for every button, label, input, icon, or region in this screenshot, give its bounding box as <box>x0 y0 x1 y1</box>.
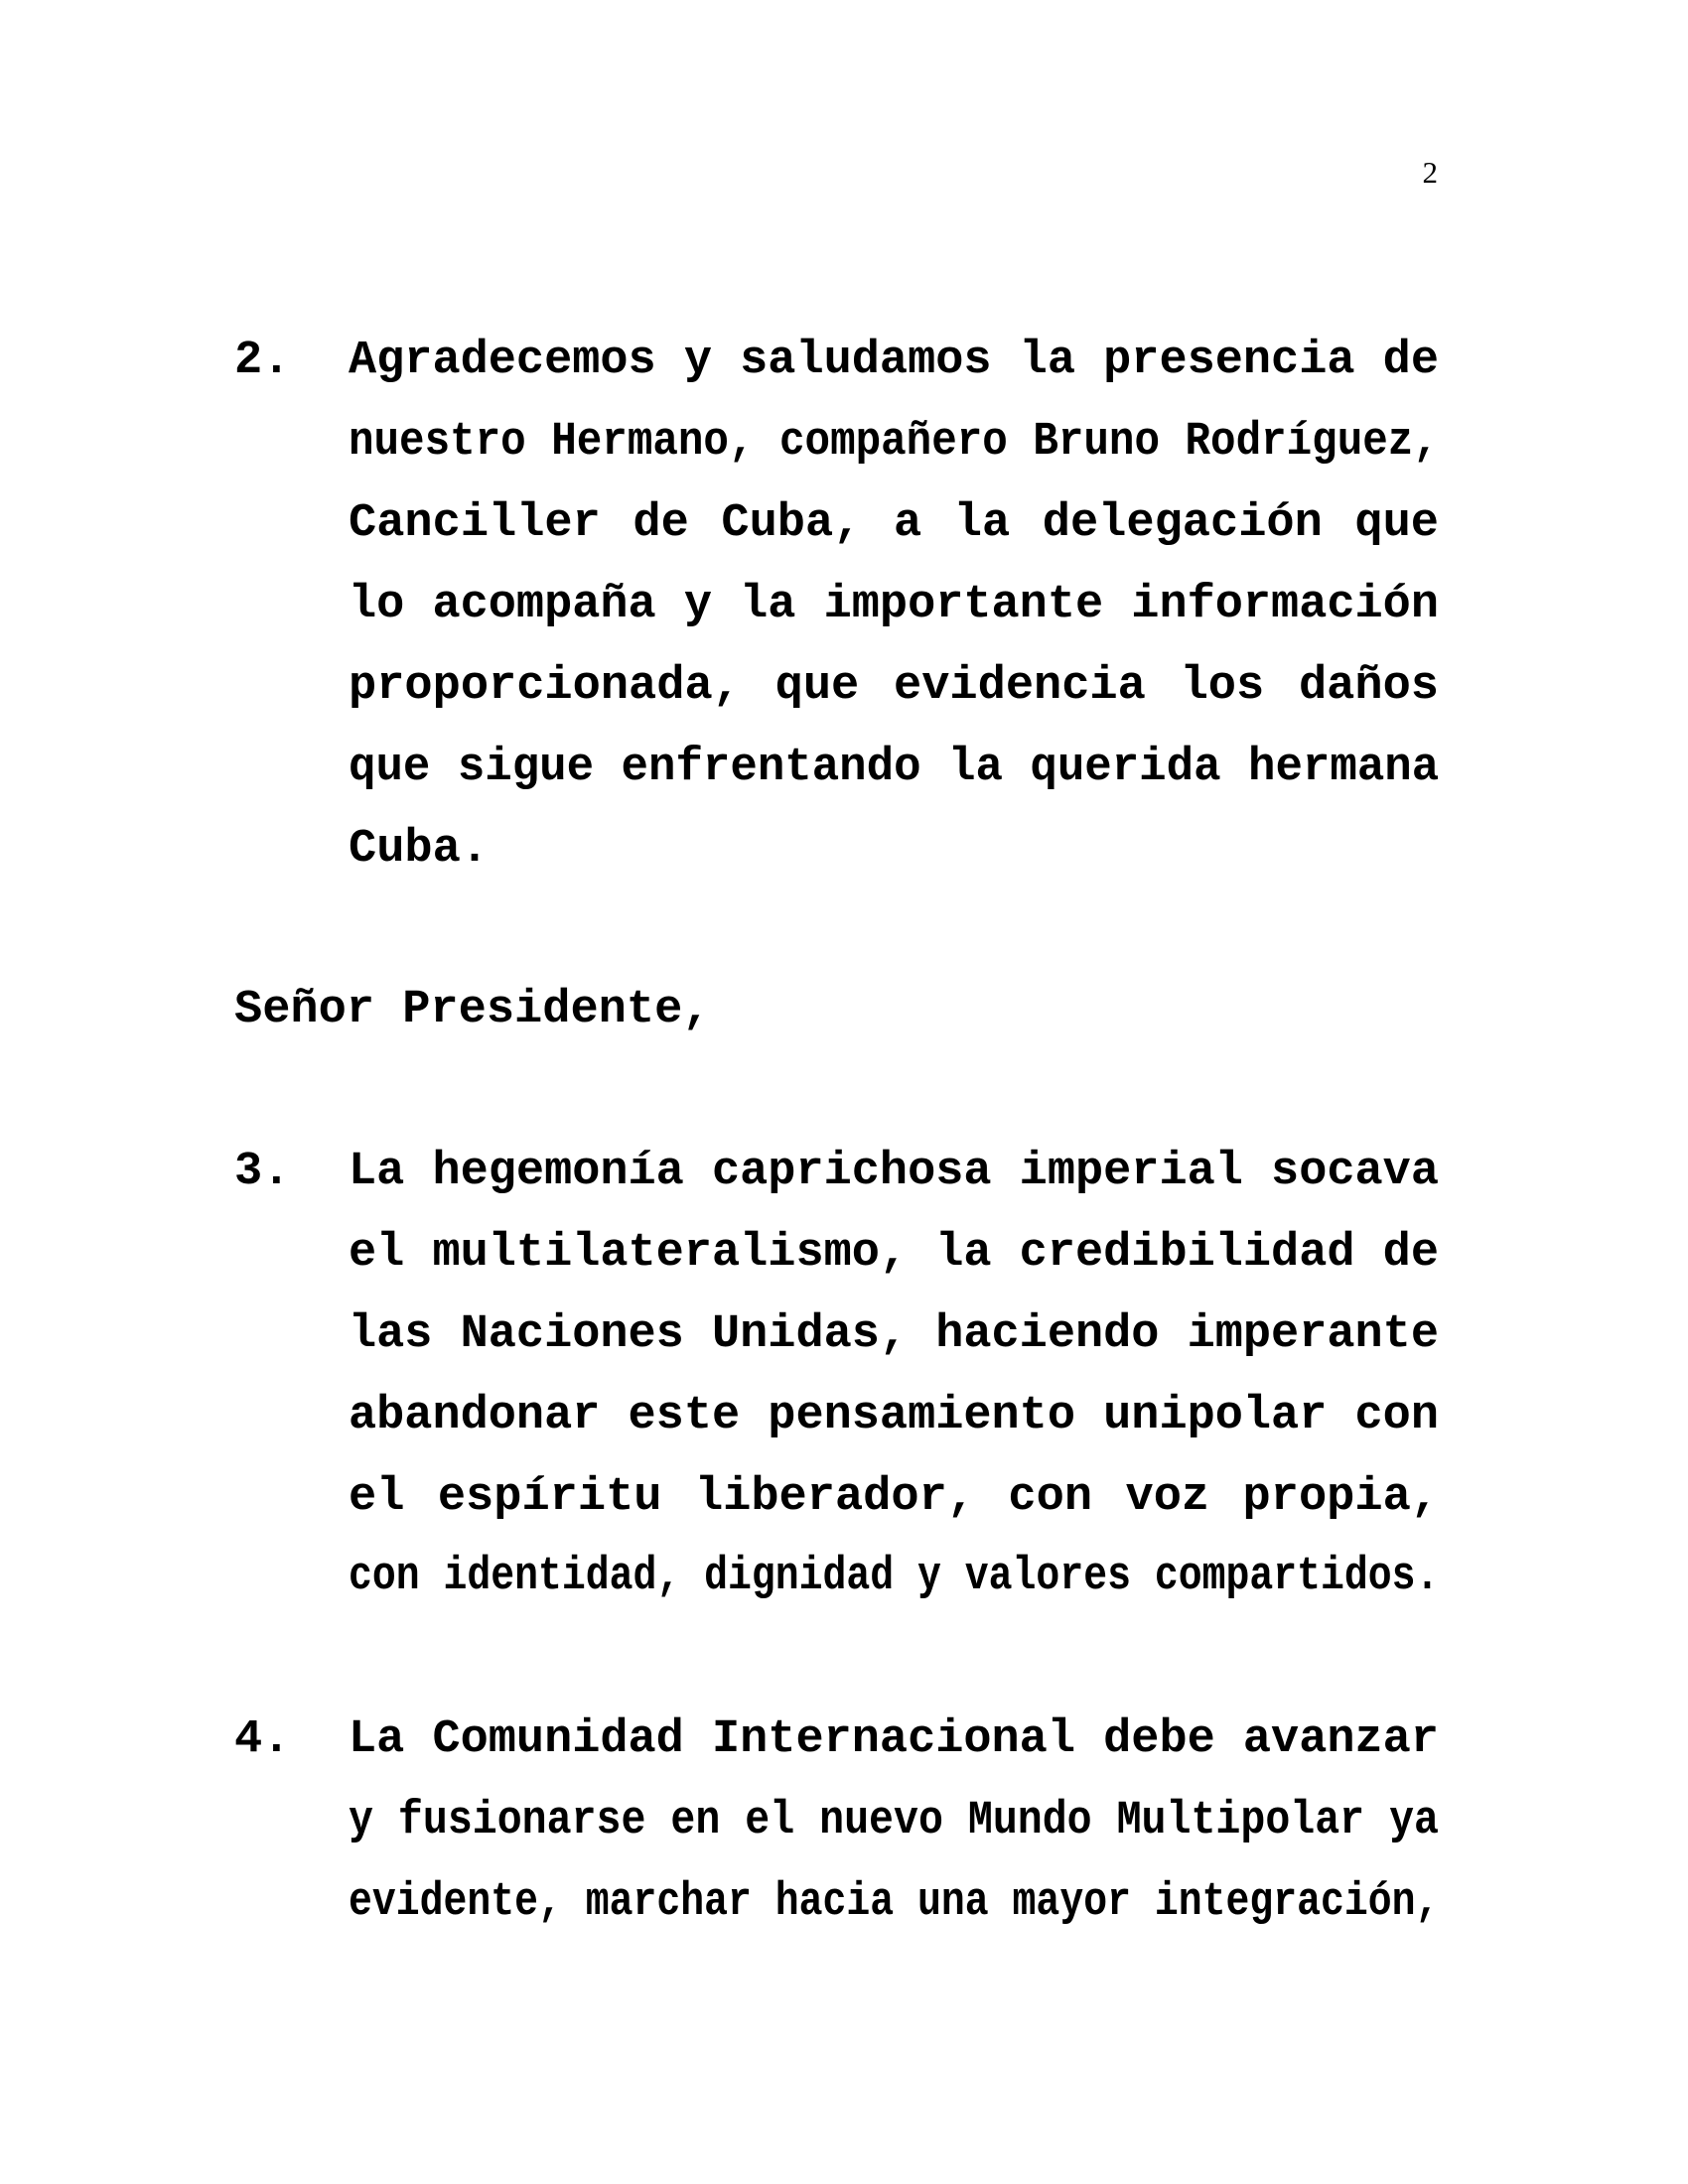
paragraph-line: La hegemonía caprichosa imperial socava <box>349 1146 1439 1198</box>
paragraph-line: y fusionarse en el nuevo Mundo Multipolar ya <box>349 1795 1440 1847</box>
paragraph-number: 4. <box>234 1713 291 1766</box>
paragraph-line: proporcionada, que evidencia los daños <box>349 660 1439 713</box>
paragraph-line: que sigue enfrentando la querida hermana <box>349 742 1440 794</box>
paragraph-number: 3. <box>234 1146 291 1198</box>
paragraph-line: las Naciones Unidas, haciendo imperante <box>349 1308 1439 1361</box>
page-number: 2 <box>1422 155 1438 190</box>
paragraph-line: el espíritu liberador, con voz propia, <box>349 1471 1439 1524</box>
paragraph-line: Cuba. <box>349 823 490 876</box>
paragraph-line: abandonar este pensamiento unipolar con <box>349 1390 1439 1442</box>
salutation: Señor Presidente, <box>234 984 711 1036</box>
paragraph-line: nuestro Hermano, compañero Bruno Rodríguez, <box>349 416 1439 469</box>
paragraph-line: el multilateralismo, la credibilidad de <box>349 1227 1439 1280</box>
paragraph-line: evidente, marchar hacia una mayor integración, <box>349 1876 1440 1929</box>
paragraph-line: con identidad, dignidad y valores compartidos. <box>349 1551 1440 1603</box>
paragraph-line: Agradecemos y saludamos la presencia de <box>349 335 1439 387</box>
paragraph-line: La Comunidad Internacional debe avanzar <box>349 1713 1439 1766</box>
paragraph-number: 2. <box>234 335 291 387</box>
paragraph-line: lo acompaña y la importante información <box>349 579 1439 631</box>
paragraph-line: Canciller de Cuba, a la delegación que <box>349 497 1439 550</box>
